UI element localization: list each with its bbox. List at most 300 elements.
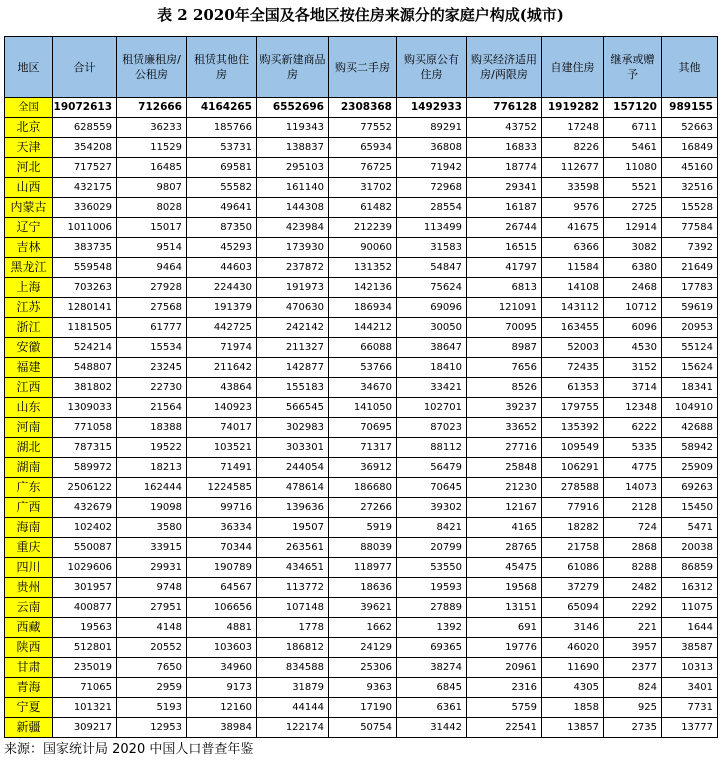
- value-cell: 113499: [397, 218, 467, 238]
- value-cell: 106656: [187, 598, 257, 618]
- table-row-total: [5, 98, 718, 118]
- value-cell: 512801: [53, 638, 117, 658]
- value-cell: 834588: [257, 658, 329, 678]
- value-cell: 13151: [467, 598, 542, 618]
- value-cell: 113772: [257, 578, 329, 598]
- value-cell: 3146: [542, 618, 604, 638]
- value-cell: 41675: [542, 218, 604, 238]
- value-cell: 18388: [117, 418, 187, 438]
- value-cell: 41797: [467, 258, 542, 278]
- value-cell: 3401: [662, 678, 718, 698]
- value-cell: 400877: [53, 598, 117, 618]
- table-row: [5, 338, 718, 358]
- value-cell: 71974: [187, 338, 257, 358]
- value-cell: 12160: [187, 698, 257, 718]
- value-cell: 2868: [604, 538, 662, 558]
- value-cell: 524214: [53, 338, 117, 358]
- value-cell: 2725: [604, 198, 662, 218]
- value-cell: 9173: [187, 678, 257, 698]
- value-cell: 74017: [187, 418, 257, 438]
- value-cell: 19568: [467, 578, 542, 598]
- value-cell: 2292: [604, 598, 662, 618]
- value-cell: 628559: [53, 118, 117, 138]
- value-cell: 1392: [397, 618, 467, 638]
- value-cell: 72435: [542, 358, 604, 378]
- value-cell: 442725: [187, 318, 257, 338]
- table-row: [5, 398, 718, 418]
- value-cell: 46020: [542, 638, 604, 658]
- value-cell: 27928: [117, 278, 187, 298]
- value-cell: 71491: [187, 458, 257, 478]
- value-cell: 55582: [187, 178, 257, 198]
- value-cell: 566545: [257, 398, 329, 418]
- value-cell: 5461: [604, 138, 662, 158]
- value-cell: 2468: [604, 278, 662, 298]
- region-cell: 山东: [5, 398, 53, 418]
- value-cell: 589972: [53, 458, 117, 478]
- value-cell: 143112: [542, 298, 604, 318]
- value-cell: 15017: [117, 218, 187, 238]
- value-cell: 77916: [542, 498, 604, 518]
- table-row: [5, 638, 718, 658]
- value-cell: 64567: [187, 578, 257, 598]
- region-cell: 广西: [5, 498, 53, 518]
- value-cell: 16312: [662, 578, 718, 598]
- value-cell: 36233: [117, 118, 187, 138]
- value-cell: 71942: [397, 158, 467, 178]
- value-cell: 161140: [257, 178, 329, 198]
- value-cell: 237872: [257, 258, 329, 278]
- value-cell: 42688: [662, 418, 718, 438]
- value-cell: 87023: [397, 418, 467, 438]
- column-header: 租赁廉租房/公租房: [117, 37, 187, 98]
- value-cell: 824: [604, 678, 662, 698]
- value-cell: 27889: [397, 598, 467, 618]
- value-cell: 2506122: [53, 478, 117, 498]
- value-cell: 13777: [662, 718, 718, 738]
- value-cell: 21758: [542, 538, 604, 558]
- value-cell: 712666: [117, 98, 187, 118]
- value-cell: 383735: [53, 238, 117, 258]
- value-cell: 61777: [117, 318, 187, 338]
- value-cell: 9514: [117, 238, 187, 258]
- value-cell: 21230: [467, 478, 542, 498]
- value-cell: 16485: [117, 158, 187, 178]
- value-cell: 43752: [467, 118, 542, 138]
- region-cell: 宁夏: [5, 698, 53, 718]
- value-cell: 1029606: [53, 558, 117, 578]
- value-cell: 3082: [604, 238, 662, 258]
- value-cell: 50754: [329, 718, 397, 738]
- table-row: [5, 538, 718, 558]
- value-cell: 212239: [329, 218, 397, 238]
- value-cell: 58942: [662, 438, 718, 458]
- region-cell: 内蒙古: [5, 198, 53, 218]
- value-cell: 77552: [329, 118, 397, 138]
- value-cell: 27568: [117, 298, 187, 318]
- value-cell: 32516: [662, 178, 718, 198]
- value-cell: 12167: [467, 498, 542, 518]
- value-cell: 221: [604, 618, 662, 638]
- value-cell: 16849: [662, 138, 718, 158]
- region-cell: 贵州: [5, 578, 53, 598]
- value-cell: 141050: [329, 398, 397, 418]
- value-cell: 6711: [604, 118, 662, 138]
- value-cell: 53766: [329, 358, 397, 378]
- value-cell: 29931: [117, 558, 187, 578]
- value-cell: 1644: [662, 618, 718, 638]
- table-row: [5, 358, 718, 378]
- region-cell: 河南: [5, 418, 53, 438]
- value-cell: 70344: [187, 538, 257, 558]
- value-cell: 101321: [53, 698, 117, 718]
- value-cell: 17248: [542, 118, 604, 138]
- value-cell: 478614: [257, 478, 329, 498]
- value-cell: 2377: [604, 658, 662, 678]
- region-cell: 河北: [5, 158, 53, 178]
- value-cell: 34960: [187, 658, 257, 678]
- value-cell: 2316: [467, 678, 542, 698]
- value-cell: 6552696: [257, 98, 329, 118]
- value-cell: 90060: [329, 238, 397, 258]
- value-cell: 72968: [397, 178, 467, 198]
- value-cell: 18410: [397, 358, 467, 378]
- value-cell: 8028: [117, 198, 187, 218]
- value-cell: 39621: [329, 598, 397, 618]
- value-cell: 16833: [467, 138, 542, 158]
- value-cell: 6222: [604, 418, 662, 438]
- value-cell: 87350: [187, 218, 257, 238]
- value-cell: 45160: [662, 158, 718, 178]
- value-cell: 11080: [604, 158, 662, 178]
- value-cell: 14108: [542, 278, 604, 298]
- value-cell: 61482: [329, 198, 397, 218]
- value-cell: 139636: [257, 498, 329, 518]
- value-cell: 69096: [397, 298, 467, 318]
- value-cell: 19563: [53, 618, 117, 638]
- region-cell: 重庆: [5, 538, 53, 558]
- table-row: [5, 598, 718, 618]
- value-cell: 1858: [542, 698, 604, 718]
- table-row: [5, 478, 718, 498]
- value-cell: 31583: [397, 238, 467, 258]
- value-cell: 6813: [467, 278, 542, 298]
- table-row: [5, 418, 718, 438]
- region-cell: 辽宁: [5, 218, 53, 238]
- value-cell: 18213: [117, 458, 187, 478]
- value-cell: 55124: [662, 338, 718, 358]
- value-cell: 22541: [467, 718, 542, 738]
- value-cell: 38274: [397, 658, 467, 678]
- value-cell: 5335: [604, 438, 662, 458]
- value-cell: 27716: [467, 438, 542, 458]
- region-cell: 安徽: [5, 338, 53, 358]
- value-cell: 18636: [329, 578, 397, 598]
- value-cell: 36334: [187, 518, 257, 538]
- value-cell: 99716: [187, 498, 257, 518]
- value-cell: 61086: [542, 558, 604, 578]
- value-cell: 3580: [117, 518, 187, 538]
- column-header: 其他: [662, 37, 718, 98]
- value-cell: 8288: [604, 558, 662, 578]
- value-cell: 43864: [187, 378, 257, 398]
- value-cell: 18774: [467, 158, 542, 178]
- value-cell: 140923: [187, 398, 257, 418]
- value-cell: 9748: [117, 578, 187, 598]
- column-header: 合计: [53, 37, 117, 98]
- column-header: 地区: [5, 37, 53, 98]
- value-cell: 13857: [542, 718, 604, 738]
- value-cell: 550087: [53, 538, 117, 558]
- value-cell: 432679: [53, 498, 117, 518]
- region-cell: 浙江: [5, 318, 53, 338]
- value-cell: 3714: [604, 378, 662, 398]
- value-cell: 3957: [604, 638, 662, 658]
- value-cell: 70095: [467, 318, 542, 338]
- value-cell: 77584: [662, 218, 718, 238]
- table-row: [5, 298, 718, 318]
- column-header: 购买新建商品房: [257, 37, 329, 98]
- value-cell: 20038: [662, 538, 718, 558]
- value-cell: 27266: [329, 498, 397, 518]
- value-cell: 19522: [117, 438, 187, 458]
- value-cell: 7731: [662, 698, 718, 718]
- value-cell: 6361: [397, 698, 467, 718]
- value-cell: 131352: [329, 258, 397, 278]
- value-cell: 6845: [397, 678, 467, 698]
- value-cell: 38984: [187, 718, 257, 738]
- value-cell: 6096: [604, 318, 662, 338]
- value-cell: 65094: [542, 598, 604, 618]
- table-row: [5, 518, 718, 538]
- value-cell: 19072613: [53, 98, 117, 118]
- value-cell: 4148: [117, 618, 187, 638]
- value-cell: 119343: [257, 118, 329, 138]
- value-cell: 54847: [397, 258, 467, 278]
- value-cell: 61353: [542, 378, 604, 398]
- value-cell: 20552: [117, 638, 187, 658]
- value-cell: 303301: [257, 438, 329, 458]
- value-cell: 173930: [257, 238, 329, 258]
- region-cell: 新疆: [5, 718, 53, 738]
- value-cell: 157120: [604, 98, 662, 118]
- value-cell: 186812: [257, 638, 329, 658]
- value-cell: 36808: [397, 138, 467, 158]
- column-header: 继承或赠予: [604, 37, 662, 98]
- column-header: 购买经济适用房/两限房: [467, 37, 542, 98]
- value-cell: 86859: [662, 558, 718, 578]
- region-cell: 湖北: [5, 438, 53, 458]
- value-cell: 70695: [329, 418, 397, 438]
- value-cell: 107148: [257, 598, 329, 618]
- value-cell: 5759: [467, 698, 542, 718]
- value-cell: 211327: [257, 338, 329, 358]
- value-cell: 17190: [329, 698, 397, 718]
- value-cell: 88112: [397, 438, 467, 458]
- value-cell: 45293: [187, 238, 257, 258]
- value-cell: 121091: [467, 298, 542, 318]
- value-cell: 24129: [329, 638, 397, 658]
- value-cell: 20799: [397, 538, 467, 558]
- value-cell: 5471: [662, 518, 718, 538]
- value-cell: 109549: [542, 438, 604, 458]
- value-cell: 19776: [467, 638, 542, 658]
- value-cell: 28554: [397, 198, 467, 218]
- value-cell: 16515: [467, 238, 542, 258]
- value-cell: 8987: [467, 338, 542, 358]
- value-cell: 15528: [662, 198, 718, 218]
- value-cell: 135392: [542, 418, 604, 438]
- region-cell: 全国: [5, 98, 53, 118]
- value-cell: 45475: [467, 558, 542, 578]
- value-cell: 354208: [53, 138, 117, 158]
- value-cell: 211642: [187, 358, 257, 378]
- value-cell: 2128: [604, 498, 662, 518]
- region-cell: 天津: [5, 138, 53, 158]
- value-cell: 4881: [187, 618, 257, 638]
- value-cell: 39237: [467, 398, 542, 418]
- value-cell: 1224585: [187, 478, 257, 498]
- region-cell: 云南: [5, 598, 53, 618]
- value-cell: 381802: [53, 378, 117, 398]
- region-cell: 广东: [5, 478, 53, 498]
- value-cell: 56479: [397, 458, 467, 478]
- value-cell: 10712: [604, 298, 662, 318]
- value-cell: 295103: [257, 158, 329, 178]
- value-cell: 14073: [604, 478, 662, 498]
- value-cell: 9807: [117, 178, 187, 198]
- value-cell: 49641: [187, 198, 257, 218]
- region-cell: 黑龙江: [5, 258, 53, 278]
- table-row: [5, 258, 718, 278]
- value-cell: 19098: [117, 498, 187, 518]
- value-cell: 1309033: [53, 398, 117, 418]
- value-cell: 75624: [397, 278, 467, 298]
- value-cell: 1280141: [53, 298, 117, 318]
- value-cell: 144212: [329, 318, 397, 338]
- value-cell: 33598: [542, 178, 604, 198]
- value-cell: 71317: [329, 438, 397, 458]
- column-header: 租赁其他住房: [187, 37, 257, 98]
- region-cell: 四川: [5, 558, 53, 578]
- value-cell: 33915: [117, 538, 187, 558]
- value-cell: 18282: [542, 518, 604, 538]
- value-cell: 278588: [542, 478, 604, 498]
- table-row: [5, 238, 718, 258]
- value-cell: 23245: [117, 358, 187, 378]
- region-cell: 福建: [5, 358, 53, 378]
- value-cell: 12914: [604, 218, 662, 238]
- table-title: 表 2 2020年全国及各地区按住房来源分的家庭户构成(城市): [157, 6, 564, 24]
- value-cell: 2959: [117, 678, 187, 698]
- table-body: [5, 98, 718, 738]
- value-cell: 12953: [117, 718, 187, 738]
- region-cell: 青海: [5, 678, 53, 698]
- value-cell: 3152: [604, 358, 662, 378]
- table-row: [5, 378, 718, 398]
- value-cell: 8226: [542, 138, 604, 158]
- value-cell: 771058: [53, 418, 117, 438]
- value-cell: 2735: [604, 718, 662, 738]
- table-row: [5, 438, 718, 458]
- value-cell: 53550: [397, 558, 467, 578]
- value-cell: 44144: [257, 698, 329, 718]
- value-cell: 263561: [257, 538, 329, 558]
- value-cell: 1919282: [542, 98, 604, 118]
- value-cell: 434651: [257, 558, 329, 578]
- value-cell: 470630: [257, 298, 329, 318]
- value-cell: 7650: [117, 658, 187, 678]
- value-cell: 9576: [542, 198, 604, 218]
- value-cell: 15534: [117, 338, 187, 358]
- value-cell: 30050: [397, 318, 467, 338]
- table-header-row: [5, 37, 718, 98]
- value-cell: 1662: [329, 618, 397, 638]
- table-row: [5, 278, 718, 298]
- value-cell: 10313: [662, 658, 718, 678]
- value-cell: 20953: [662, 318, 718, 338]
- table-row: [5, 458, 718, 478]
- value-cell: 69263: [662, 478, 718, 498]
- value-cell: 11584: [542, 258, 604, 278]
- value-cell: 12348: [604, 398, 662, 418]
- value-cell: 244054: [257, 458, 329, 478]
- value-cell: 19593: [397, 578, 467, 598]
- value-cell: 53731: [187, 138, 257, 158]
- value-cell: 4164265: [187, 98, 257, 118]
- value-cell: 16187: [467, 198, 542, 218]
- value-cell: 31702: [329, 178, 397, 198]
- value-cell: 69365: [397, 638, 467, 658]
- region-cell: 山西: [5, 178, 53, 198]
- value-cell: 102402: [53, 518, 117, 538]
- value-cell: 11075: [662, 598, 718, 618]
- value-cell: 28765: [467, 538, 542, 558]
- table-row: [5, 498, 718, 518]
- value-cell: 37279: [542, 578, 604, 598]
- value-cell: 11529: [117, 138, 187, 158]
- housing-source-table: [4, 36, 718, 738]
- region-cell: 江西: [5, 378, 53, 398]
- column-header: 自建住房: [542, 37, 604, 98]
- table-row: [5, 138, 718, 158]
- value-cell: 4165: [467, 518, 542, 538]
- value-cell: 31879: [257, 678, 329, 698]
- value-cell: 106291: [542, 458, 604, 478]
- value-cell: 52663: [662, 118, 718, 138]
- value-cell: 309217: [53, 718, 117, 738]
- table-row: [5, 618, 718, 638]
- value-cell: 1778: [257, 618, 329, 638]
- value-cell: 5193: [117, 698, 187, 718]
- value-cell: 191379: [187, 298, 257, 318]
- value-cell: 103603: [187, 638, 257, 658]
- value-cell: 142877: [257, 358, 329, 378]
- value-cell: 26744: [467, 218, 542, 238]
- value-cell: 59619: [662, 298, 718, 318]
- value-cell: 925: [604, 698, 662, 718]
- value-cell: 4530: [604, 338, 662, 358]
- table-row: [5, 678, 718, 698]
- value-cell: 21649: [662, 258, 718, 278]
- value-cell: 1181505: [53, 318, 117, 338]
- value-cell: 691: [467, 618, 542, 638]
- value-cell: 7656: [467, 358, 542, 378]
- value-cell: 20961: [467, 658, 542, 678]
- value-cell: 4775: [604, 458, 662, 478]
- table-row: [5, 318, 718, 338]
- value-cell: 8526: [467, 378, 542, 398]
